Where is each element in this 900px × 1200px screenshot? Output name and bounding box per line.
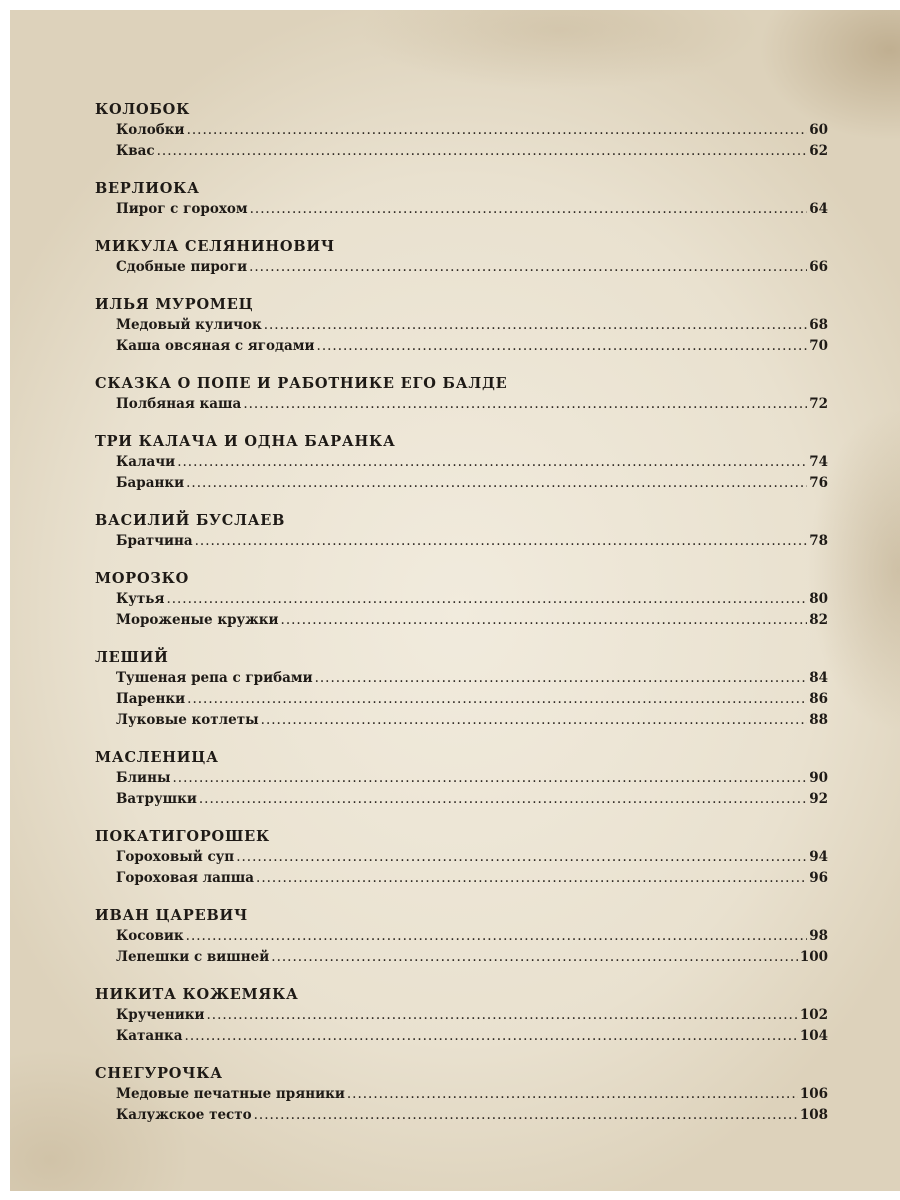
entry-label: Косовик — [116, 928, 184, 944]
toc-entry — [95, 257, 828, 278]
entry-page-number: 76 — [809, 475, 828, 491]
entry-page-number: 72 — [809, 396, 828, 412]
section-title: ИЛЬЯ МУРОМЕЦ — [95, 296, 254, 313]
toc-section — [95, 1064, 828, 1126]
dot-leader — [166, 589, 807, 610]
entry-page-number: 88 — [809, 712, 828, 728]
entry-page-number: 62 — [809, 143, 828, 159]
entry-label: Катанка — [116, 1028, 183, 1044]
entry-label: Медовый куличок — [116, 317, 262, 333]
toc-entry — [95, 336, 828, 357]
entry-page-number: 78 — [809, 533, 828, 549]
entry-page-number: 68 — [809, 317, 828, 333]
toc-section — [95, 511, 828, 552]
entry-label: Луковые котлеты — [116, 712, 259, 728]
entry-label: Пирог с горохом — [116, 201, 248, 217]
dot-leader — [249, 257, 807, 278]
dot-leader — [264, 315, 807, 336]
table-of-contents — [95, 100, 828, 1143]
entry-label: Ватрушки — [116, 791, 197, 807]
toc-entry — [95, 1105, 828, 1126]
dot-leader — [185, 1026, 798, 1047]
toc-entry — [95, 120, 828, 141]
toc-section — [95, 374, 828, 415]
section-title: МОРОЗКО — [95, 570, 190, 587]
dot-leader — [254, 1105, 798, 1126]
entry-page-number: 66 — [809, 259, 828, 275]
section-title: ИВАН ЦАРЕВИЧ — [95, 907, 249, 924]
dot-leader — [281, 610, 808, 631]
entry-page-number: 84 — [809, 670, 828, 686]
toc-entry — [95, 199, 828, 220]
dot-leader — [195, 531, 808, 552]
entry-page-number: 98 — [809, 928, 828, 944]
section-title: ТРИ КАЛАЧА И ОДНА БАРАНКА — [95, 433, 396, 450]
entry-label: Полбяная каша — [116, 396, 242, 412]
entry-label: Лепешки с вишней — [116, 949, 270, 965]
section-title: ПОКАТИГОРОШЕК — [95, 828, 271, 845]
book-page — [10, 10, 900, 1191]
entry-label: Калужское тесто — [116, 1107, 252, 1123]
toc-section — [95, 827, 828, 889]
toc-entry — [95, 689, 828, 710]
section-title: ЛЕШИЙ — [95, 649, 169, 666]
entry-page-number: 80 — [809, 591, 828, 607]
entry-label: Братчина — [116, 533, 193, 549]
toc-entry — [95, 768, 828, 789]
toc-entry — [95, 926, 828, 947]
section-title: МИКУЛА СЕЛЯНИНОВИЧ — [95, 238, 335, 255]
entry-page-number: 64 — [809, 201, 828, 217]
dot-leader — [236, 847, 807, 868]
section-title: СНЕГУРОЧКА — [95, 1065, 223, 1082]
toc-section — [95, 100, 828, 162]
toc-section — [95, 432, 828, 494]
dot-leader — [187, 689, 807, 710]
toc-entry — [95, 947, 828, 968]
entry-label: Крученики — [116, 1007, 205, 1023]
entry-label: Гороховая лапша — [116, 870, 255, 886]
entry-label: Гороховый суп — [116, 849, 235, 865]
toc-entry — [95, 589, 828, 610]
entry-label: Калачи — [116, 454, 176, 470]
entry-page-number: 104 — [799, 1028, 828, 1044]
entry-page-number: 70 — [809, 338, 828, 354]
entry-page-number: 82 — [809, 612, 828, 628]
entry-page-number: 100 — [799, 949, 828, 965]
entry-page-number: 92 — [809, 791, 828, 807]
entry-label: Квас — [116, 143, 155, 159]
section-title: МАСЛЕНИЦА — [95, 749, 219, 766]
dot-leader — [256, 868, 807, 889]
entry-label: Блины — [116, 770, 171, 786]
dot-leader — [250, 199, 808, 220]
dot-leader — [199, 789, 807, 810]
section-title: ВАСИЛИЙ БУСЛАЕВ — [95, 512, 286, 529]
toc-section — [95, 985, 828, 1047]
toc-section — [95, 295, 828, 357]
entry-page-number: 96 — [809, 870, 828, 886]
entry-page-number: 102 — [799, 1007, 828, 1023]
dot-leader — [186, 926, 808, 947]
toc-entry — [95, 1084, 828, 1105]
dot-leader — [315, 668, 808, 689]
entry-page-number: 94 — [809, 849, 828, 865]
toc-section — [95, 906, 828, 968]
toc-entry — [95, 1005, 828, 1026]
entry-label: Мороженые кружки — [116, 612, 279, 628]
toc-entry — [95, 452, 828, 473]
toc-entry — [95, 610, 828, 631]
toc-entry — [95, 394, 828, 415]
section-title: НИКИТА КОЖЕМЯКА — [95, 986, 299, 1003]
toc-entry — [95, 710, 828, 731]
section-title: СКАЗКА О ПОПЕ И РАБОТНИКЕ ЕГО БАЛДЕ — [95, 375, 508, 392]
entry-page-number: 60 — [809, 122, 828, 138]
entry-label: Колобки — [116, 122, 185, 138]
entry-page-number: 90 — [809, 770, 828, 786]
dot-leader — [317, 336, 808, 357]
entry-label: Каша овсяная с ягодами — [116, 338, 315, 354]
toc-entry — [95, 847, 828, 868]
dot-leader — [157, 141, 808, 162]
section-title: КОЛОБОК — [95, 101, 191, 118]
dot-leader — [271, 947, 798, 968]
toc-entry — [95, 868, 828, 889]
dot-leader — [187, 120, 808, 141]
toc-section — [95, 179, 828, 220]
entry-page-number: 106 — [799, 1086, 828, 1102]
dot-leader — [347, 1084, 798, 1105]
dot-leader — [186, 473, 807, 494]
entry-label: Баранки — [116, 475, 185, 491]
entry-label: Тушеная репа с грибами — [116, 670, 313, 686]
dot-leader — [172, 768, 807, 789]
section-title: ВЕРЛИОКА — [95, 180, 200, 197]
toc-section — [95, 648, 828, 731]
entry-page-number: 86 — [809, 691, 828, 707]
toc-section — [95, 748, 828, 810]
dot-leader — [177, 452, 807, 473]
entry-label: Кутья — [116, 591, 165, 607]
entry-page-number: 74 — [809, 454, 828, 470]
entry-label: Сдобные пироги — [116, 259, 248, 275]
toc-entry — [95, 315, 828, 336]
toc-entry — [95, 141, 828, 162]
toc-entry — [95, 789, 828, 810]
entry-label: Паренки — [116, 691, 186, 707]
dot-leader — [243, 394, 807, 415]
dot-leader — [261, 710, 808, 731]
toc-entry — [95, 1026, 828, 1047]
toc-entry — [95, 531, 828, 552]
toc-entry — [95, 668, 828, 689]
dot-leader — [207, 1005, 798, 1026]
entry-page-number: 108 — [799, 1107, 828, 1123]
entry-label: Медовые печатные пряники — [116, 1086, 345, 1102]
toc-entry — [95, 473, 828, 494]
toc-section — [95, 569, 828, 631]
toc-section — [95, 237, 828, 278]
